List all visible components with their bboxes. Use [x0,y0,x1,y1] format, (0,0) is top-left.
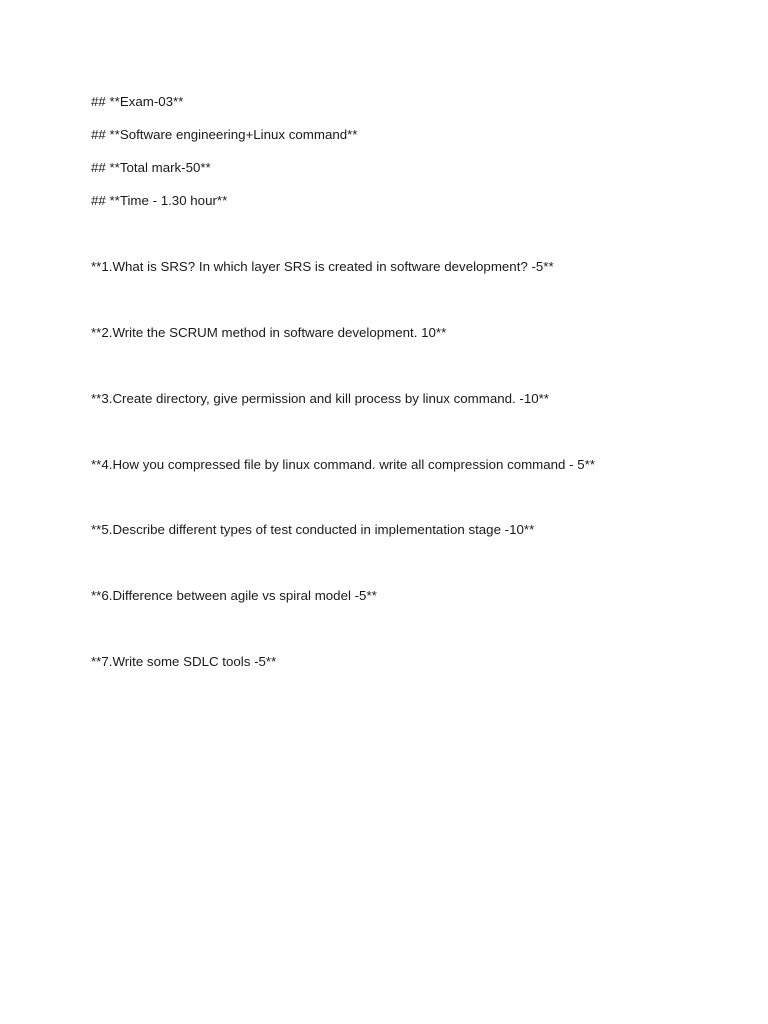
question-1: **1.What is SRS? In which layer SRS is created in software development? -5** [91,259,554,274]
question-5: **5.Describe different types of test conducted in implementation stage -10** [91,522,535,537]
question-4: **4.How you compressed file by linux command. write all compression command - 5** [91,457,596,472]
exam-time: ## **Time - 1.30 hour** [91,193,228,208]
question-6: **6.Difference between agile vs spiral model -5** [91,588,377,603]
question-3: **3.Create directory, give permission and kill process by linux command. -10** [91,391,549,406]
exam-subject: ## **Software engineering+Linux command** [91,127,358,142]
question-2: **2.Write the SCRUM method in software development. 10** [91,325,447,340]
exam-title: ## **Exam-03** [91,94,184,109]
question-7: **7.Write some SDLC tools -5** [91,654,277,669]
exam-total-mark: ## **Total mark-50** [91,160,211,175]
